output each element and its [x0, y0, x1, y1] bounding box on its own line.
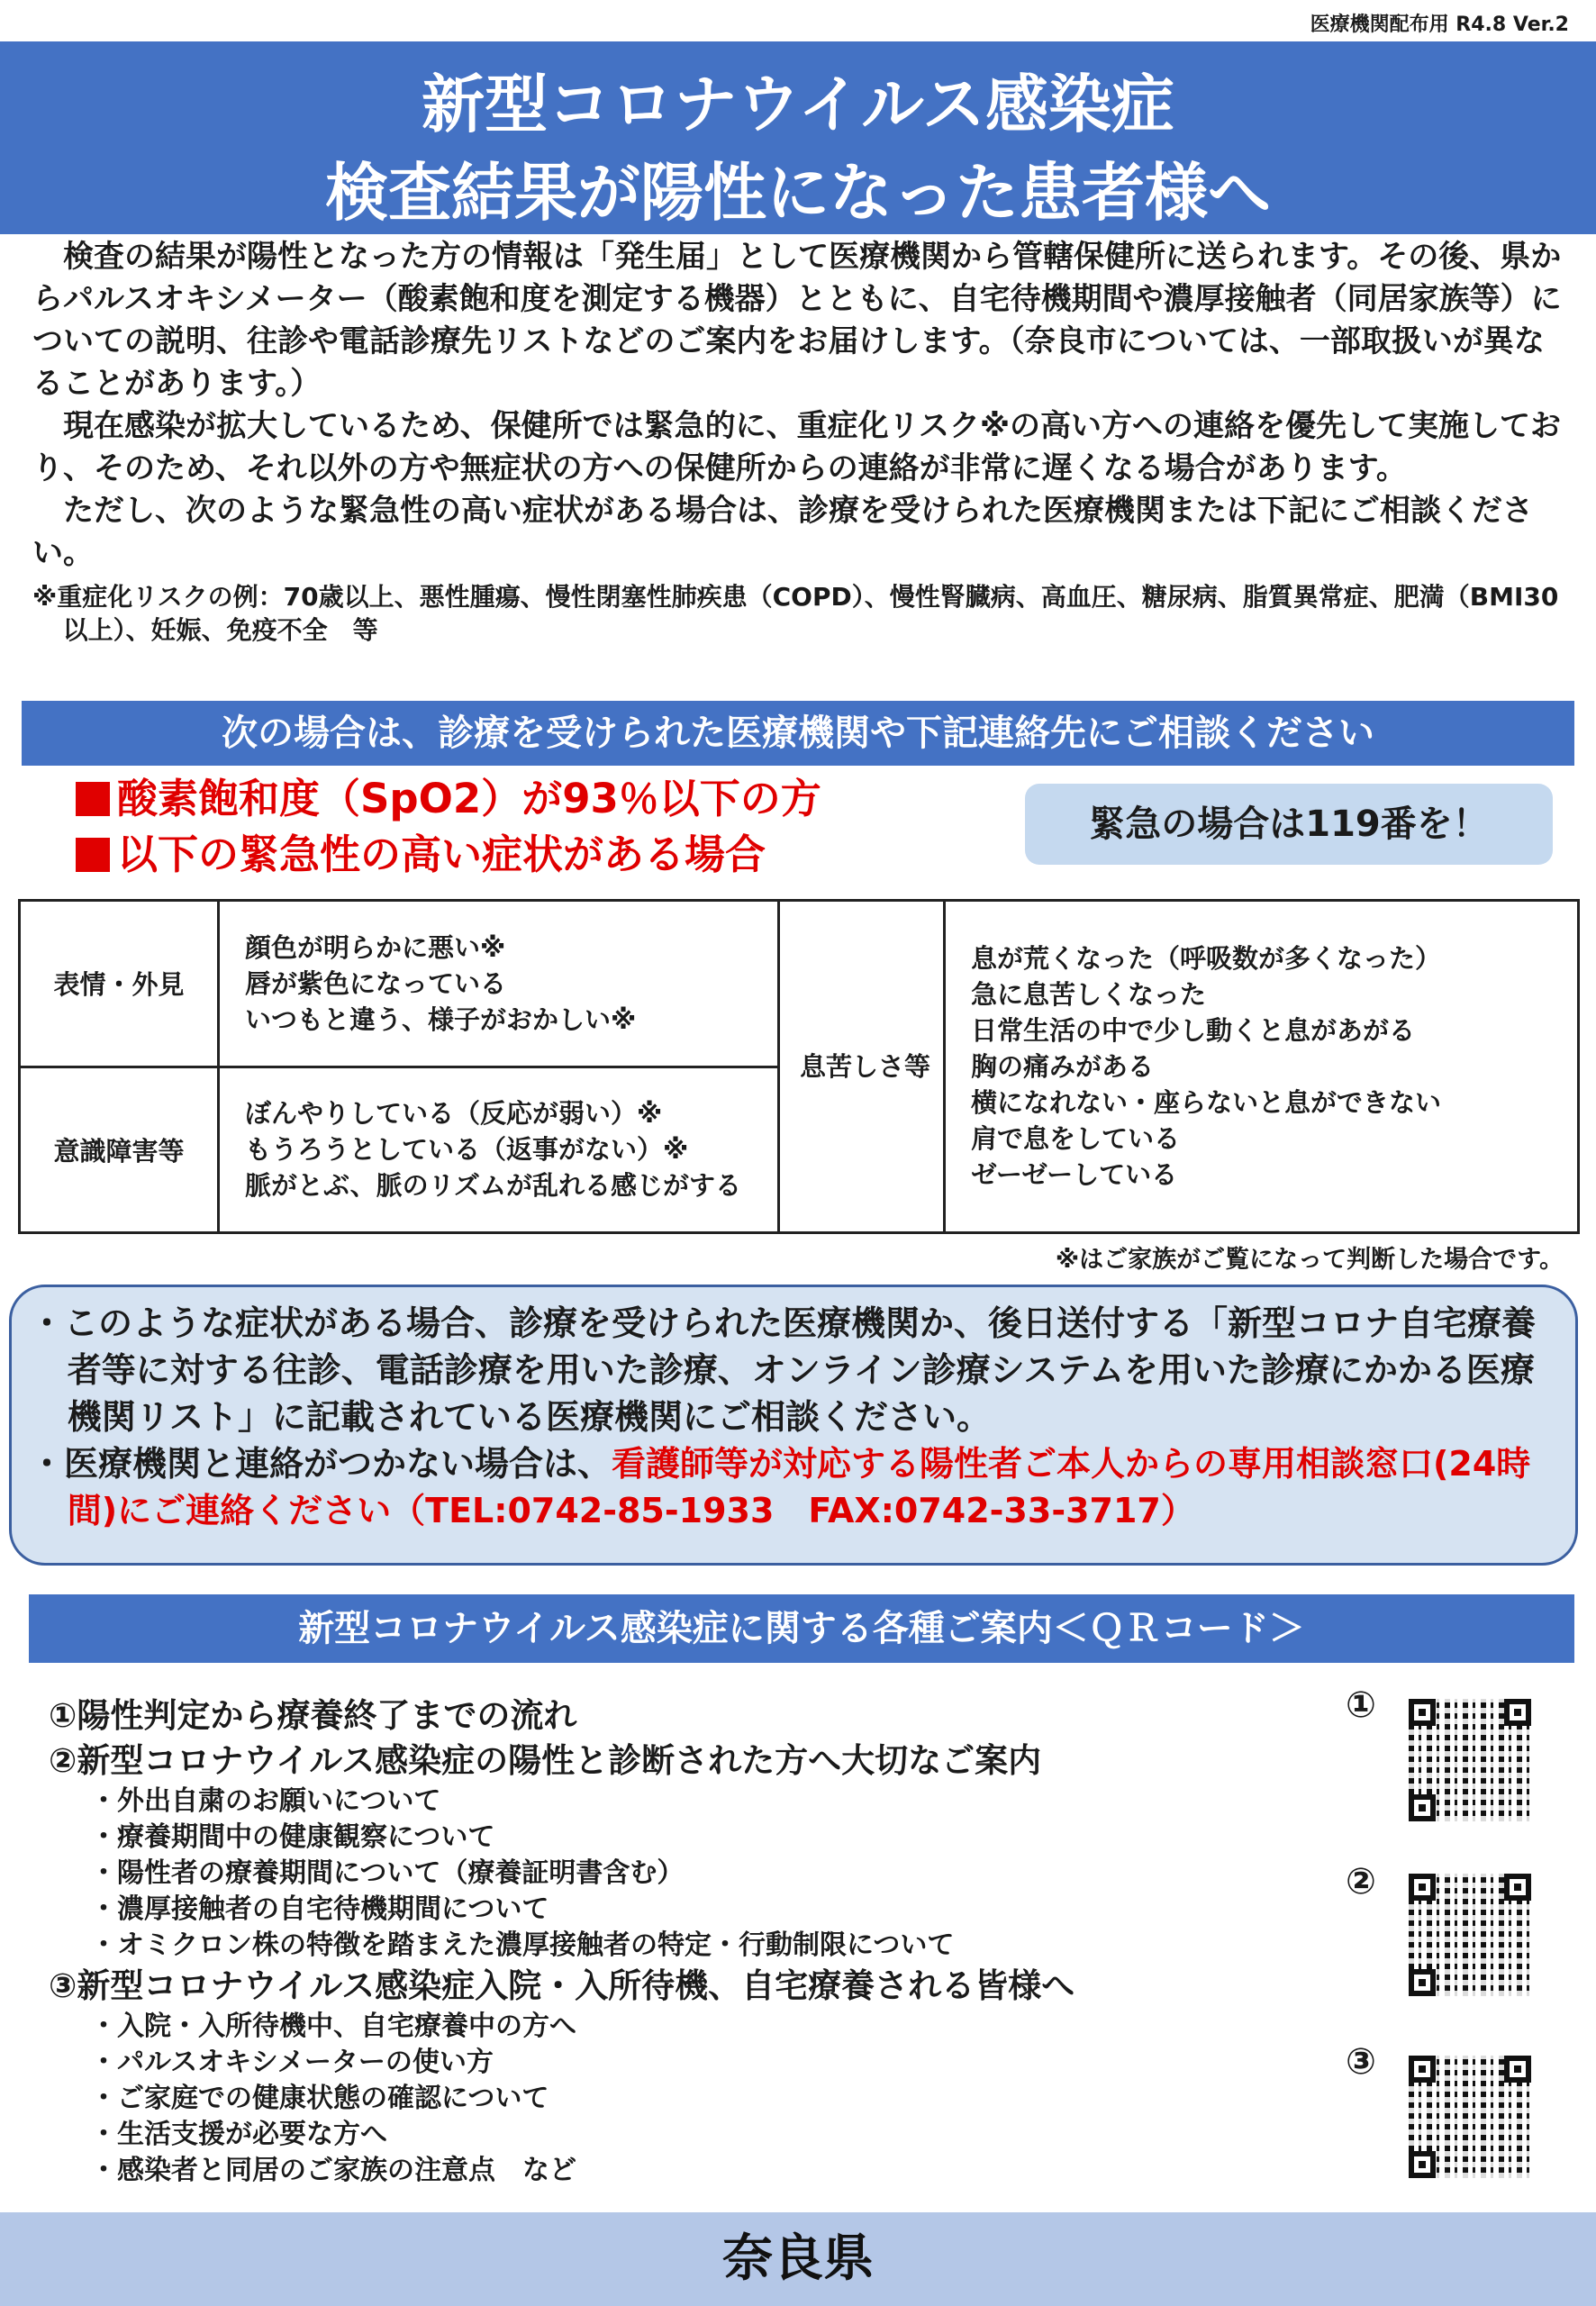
list-item: ・療養期間中の健康観察について [90, 1821, 495, 1853]
list-item: 肩で息をしている [971, 1123, 1181, 1154]
list-item: ・陽性者の療養期間について（療養証明書含む） [90, 1857, 685, 1889]
list-item: ・濃厚接触者の自宅待機期間について [90, 1893, 549, 1925]
qr-finder-icon [1409, 2056, 1436, 2083]
qr-number-1: ① [1346, 1684, 1376, 1726]
table-footnote: ※はご家族がご覧になって判断した場合です。 [1055, 1246, 1564, 1274]
qr-heading-2: ②新型コロナウイルス感染症の陽性と診断された方へ大切なご案内 [49, 1741, 1042, 1780]
list-item: ・入院・入所待機中、自宅療養中の方へ [90, 2011, 576, 2042]
risk-note: ※重症化リスクの例：70歳以上、悪性腫瘍、慢性閉塞性肺疾患（COPD）、慢性腎臓病、高血圧、糖尿病、脂質異常症、肥満（BMI30以上）、妊娠、免疫不全 等 [32, 582, 1559, 645]
qr-code-3[interactable] [1409, 2056, 1531, 2178]
list-item: ・オミクロン株の特徴を踏まえた濃厚接触者の特定・行動制限について [90, 1929, 955, 1961]
hotline-info: 看護師等が対応する陽性者ご本人からの専用相談窓口(24時間)にご連絡ください（TEL:0742-85-1933 FAX:0742-33-3717） [67, 1444, 1531, 1530]
footer-issuer: 奈良県 [0, 2212, 1596, 2306]
consciousness-list [245, 1095, 776, 1203]
warning-items [76, 771, 821, 883]
red-square-icon [76, 838, 110, 872]
list-item: 日常生活の中で少し動くと息があがる [971, 1015, 1416, 1046]
list-item: ぼんやりしている（反応が弱い）※ [245, 1098, 663, 1130]
qr-finder-icon [1409, 1969, 1436, 1996]
qr-code-2[interactable] [1409, 1874, 1531, 1996]
list-item: 胸の痛みがある [971, 1051, 1155, 1082]
list-item: 息が荒くなった（呼吸数が多くなった） [971, 943, 1442, 974]
warning-text-spo2: 酸素飽和度（SpO2）が93％以下の方 [117, 775, 821, 822]
warning-item-symptoms [76, 827, 821, 883]
warning-item-spo2 [76, 771, 821, 827]
symptom-row-appearance [20, 901, 1579, 1067]
intro-paragraph-3: ただし、次のような緊急性の高い症状がある場合は、診療を受けられた医療機関または下記にご相談ください。 [32, 493, 1533, 571]
callout-bullet-2-prefix: ・医療機関と連絡がつかない場合は、 [30, 1444, 612, 1484]
title-banner [0, 41, 1596, 234]
list-item: 急に息苦しくなった [971, 979, 1207, 1010]
qr-number-2: ② [1346, 1861, 1376, 1902]
list-item: ゼーゼーしている [971, 1159, 1178, 1190]
emergency-119-box: 緊急の場合は119番を！ [1025, 784, 1553, 865]
consultation-callout [9, 1285, 1578, 1566]
symptom-table [18, 899, 1580, 1234]
consciousness-label: 意識障害等 [20, 1067, 219, 1233]
title-line-2: 検査結果が陽性になった患者様へ [325, 156, 1271, 230]
qr-number-3: ③ [1346, 2041, 1376, 2083]
list-item: ・生活支援が必要な方へ [90, 2119, 387, 2150]
qr-finder-icon [1504, 1699, 1531, 1726]
qr-finder-icon [1504, 2056, 1531, 2083]
list-item: いつもと違う、様子がおかしい※ [245, 1003, 637, 1035]
callout-bullet-1: ・このような症状がある場合、診療を受けられた医療機関か、後日送付する「新型コロナ自宅療養者等に対する往診、電話診療を用いた診療、オンライン診療システムを用いた診療にかかる医療機関リスト」に記載されている医療機関にご相談ください。 [30, 1303, 1537, 1437]
qr-finder-icon [1409, 1699, 1436, 1726]
callout-bullet-2 [30, 1440, 1557, 1534]
list-item: ・感染者と同居のご家族の注意点 など [90, 2155, 576, 2186]
qr-finder-icon [1409, 1874, 1436, 1901]
qr-info-list [49, 1693, 1075, 2189]
title-line-1: 新型コロナウイルス感染症 [422, 68, 1174, 141]
list-item: ・ご家庭での健康状態の確認について [90, 2083, 549, 2114]
list-item: 顔色が明らかに悪い※ [245, 931, 506, 963]
intro-paragraph-1: 検査の結果が陽性となった方の情報は「発生届」として医療機関から管轄保健所に送られます。その後、県からパルスオキシメーター（酸素飽和度を測定する機器）とともに、自宅待機期間や濃厚接触者（同居家族等）についての説明、往診や電話診療先リストなどのご案内をお届けします。（奈良市については、一部取扱いが異なることがあります。） [32, 239, 1562, 402]
qr-banner: 新型コロナウイルス感染症に関する各種ご案内＜ＱＲコード＞ [29, 1594, 1574, 1663]
list-item: 脈がとぶ、脈のリズムが乱れる感じがする [245, 1170, 742, 1202]
list-item: 横になれない・座らないと息ができない [971, 1087, 1442, 1118]
intro-text [32, 236, 1574, 647]
version-label: 医療機関配布用 R4.8 Ver.2 [1310, 14, 1569, 36]
qr-code-1[interactable] [1409, 1699, 1531, 1821]
list-item: もうろうとしている（返事がない）※ [245, 1134, 689, 1166]
qr-heading-1: ①陽性判定から療養終了までの流れ [49, 1696, 577, 1735]
breathing-list [971, 940, 1576, 1193]
list-item: ・外出自粛のお願いについて [90, 1785, 441, 1817]
appearance-label: 表情・外見 [20, 901, 219, 1067]
qr-finder-icon [1409, 2151, 1436, 2178]
breathing-label: 息苦しさ等 [779, 901, 945, 1233]
breathing-list-cell [945, 901, 1579, 1233]
appearance-list-cell [219, 901, 779, 1067]
list-item: ・パルスオキシメーターの使い方 [90, 2047, 494, 2078]
consult-banner: 次の場合は、診療を受けられた医療機関や下記連絡先にご相談ください [22, 701, 1574, 766]
intro-paragraph-2: 現在感染が拡大しているため、保健所では緊急的に、重症化リスク※の高い方への連絡を優先して実施しており、そのため、それ以外の方や無症状の方への保健所からの連絡が非常に遅くなる場合があります。 [32, 408, 1562, 486]
list-item: 唇が紫色になっている [245, 967, 507, 999]
consciousness-list-cell [219, 1067, 779, 1233]
qr-heading-3: ③新型コロナウイルス感染症入院・入所待機、自宅療養される皆様へ [49, 1966, 1075, 2005]
red-square-icon [76, 782, 110, 816]
appearance-list [245, 930, 776, 1038]
warning-text-symptoms: 以下の緊急性の高い症状がある場合 [117, 831, 766, 878]
qr-finder-icon [1504, 1874, 1531, 1901]
qr-finder-icon [1409, 1794, 1436, 1821]
